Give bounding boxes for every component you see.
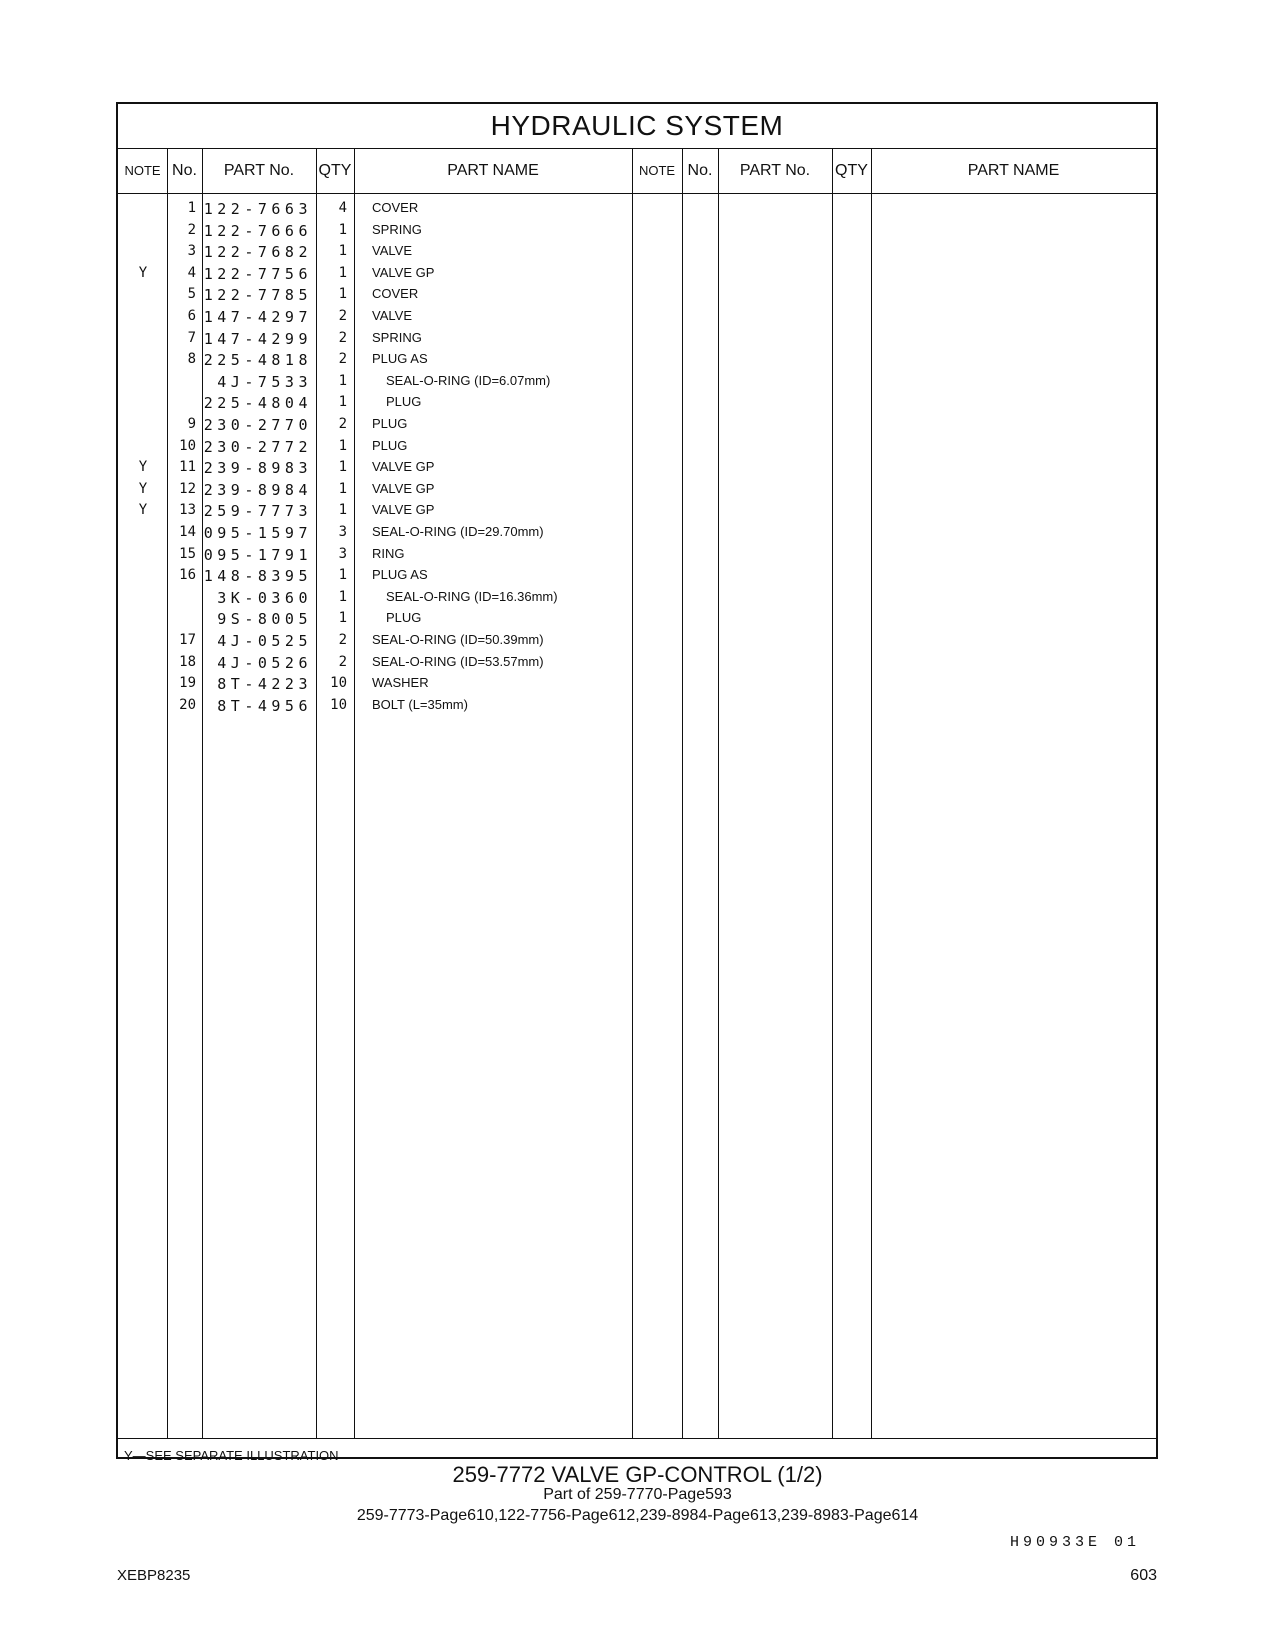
item-number-cell: 18 [179, 653, 196, 670]
part-name-cell: COVER [372, 200, 419, 215]
item-number-cell: 16 [179, 567, 196, 584]
quantity-cell: 1 [338, 394, 347, 411]
part-number-cell: 4J-0525 [217, 632, 312, 650]
part-number-cell: 122-7785 [203, 286, 312, 305]
item-number-cell: 19 [179, 675, 196, 692]
part-name-cell: VALVE GP [372, 264, 435, 280]
table-row [118, 610, 1156, 632]
table-row [118, 394, 1156, 416]
part-name-cell: RING [372, 545, 405, 561]
quantity-cell: 1 [338, 221, 347, 238]
part-number-cell: 147-4297 [203, 308, 312, 326]
document-code: XEBP8235 [117, 1567, 191, 1584]
note-cell: Y [138, 502, 148, 519]
header-no-left: No. [172, 162, 197, 179]
table-row [118, 697, 1156, 719]
quantity-cell: 1 [338, 286, 347, 303]
part-name-cell: SEAL-O-RING (ID=53.57mm) [372, 653, 544, 669]
part-name-cell: COVER [372, 286, 419, 302]
item-number-cell: 8 [187, 351, 196, 368]
table-row [118, 524, 1156, 546]
header-part-no-right: PART No. [739, 162, 811, 179]
table-row [118, 265, 1156, 287]
header-note-left: NOTE [124, 163, 161, 178]
part-name-cell: BOLT (L=35mm) [372, 696, 468, 712]
part-name-cell: VALVE GP [372, 502, 435, 518]
header-part-no-left: PART No. [223, 162, 295, 179]
table-body-bottom-rule [118, 1438, 1156, 1439]
part-number-cell: 4J-0526 [217, 653, 312, 672]
header-qty-left: QTY [318, 162, 352, 179]
part-number-cell: 3K-0360 [217, 588, 312, 607]
page-references: 259-7773-Page610,122-7756-Page612,239-8984-Page613,239-8983-Page614 [356, 1507, 919, 1524]
table-row [118, 416, 1156, 438]
part-number-cell: 122-7663 [203, 200, 312, 218]
item-number-cell: 7 [187, 329, 196, 346]
item-number-cell: 5 [187, 286, 196, 303]
part-name-cell: PLUG [372, 437, 408, 453]
part-name-cell: PLUG AS [372, 351, 428, 367]
note-cell: Y [138, 480, 148, 497]
part-of-reference: Part of 259-7770-Page593 [543, 1486, 732, 1503]
group-title: 259-7772 VALVE GP-CONTROL (1/2) [452, 1462, 823, 1487]
item-number-cell: 9 [187, 416, 196, 432]
quantity-cell: 1 [338, 588, 347, 605]
quantity-cell: 2 [338, 632, 347, 648]
item-number-cell: 20 [179, 696, 196, 713]
quantity-cell: 1 [338, 567, 347, 584]
quantity-cell: 10 [330, 696, 347, 713]
table-row [118, 373, 1156, 395]
quantity-cell: 3 [338, 524, 347, 540]
header-no-right: No. [687, 162, 713, 179]
part-name-cell: SEAL-O-RING (ID=6.07mm) [386, 372, 551, 388]
table-row [118, 546, 1156, 568]
part-number-cell: 259-7773 [203, 502, 312, 521]
illustration-note: Y—SEE SEPARATE ILLUSTRATION [124, 1448, 339, 1463]
part-number-cell: 225-4818 [203, 351, 312, 370]
item-number-cell: 15 [179, 545, 196, 562]
table-row [118, 286, 1156, 308]
part-number-cell: 4J-7533 [217, 372, 312, 391]
item-number-cell: 14 [179, 524, 196, 540]
part-number-cell: 225-4804 [203, 394, 312, 413]
note-cell: Y [138, 459, 148, 476]
quantity-cell: 2 [338, 329, 347, 346]
table-row [118, 502, 1156, 524]
table-row [118, 481, 1156, 503]
quantity-cell: 2 [338, 351, 347, 368]
quantity-cell: 10 [330, 675, 347, 692]
part-number-cell: 230-2772 [203, 437, 312, 456]
page-number: 603 [1130, 1567, 1157, 1584]
quantity-cell: 2 [338, 416, 347, 432]
part-number-cell: 095-1791 [203, 545, 312, 564]
part-number-cell: 230-2770 [203, 416, 312, 434]
header-part-name-left: PART NAME [447, 162, 539, 179]
item-number-cell: 10 [179, 437, 196, 454]
table-header [118, 148, 1156, 194]
table-row [118, 589, 1156, 611]
table-row [118, 200, 1156, 222]
table-row [118, 567, 1156, 589]
part-name-cell: PLUG AS [372, 567, 428, 583]
part-number-cell: 8T-4956 [217, 696, 312, 715]
part-name-cell: SEAL-O-RING (ID=29.70mm) [372, 524, 544, 539]
part-number-cell: 147-4299 [203, 329, 312, 348]
item-number-cell: 6 [187, 308, 196, 324]
table-row [118, 675, 1156, 697]
quantity-cell: 1 [338, 372, 347, 389]
table-row [118, 243, 1156, 265]
part-number-cell: 239-8984 [203, 480, 312, 499]
part-number-cell: 122-7756 [203, 264, 312, 283]
part-name-cell: PLUG [386, 394, 422, 410]
table-row [118, 459, 1156, 481]
part-number-cell: 239-8983 [203, 459, 312, 478]
quantity-cell: 4 [338, 200, 347, 216]
part-name-cell: SPRING [372, 329, 422, 345]
table-row [118, 330, 1156, 352]
part-name-cell: PLUG [386, 610, 422, 626]
item-number-cell: 3 [187, 243, 196, 260]
part-name-cell: SEAL-O-RING (ID=50.39mm) [372, 632, 544, 647]
item-number-cell: 13 [179, 502, 196, 519]
item-number-cell: 4 [187, 264, 196, 281]
quantity-cell: 2 [338, 653, 347, 670]
part-name-cell: WASHER [372, 675, 429, 691]
table-row [118, 222, 1156, 244]
part-name-cell: PLUG [372, 416, 408, 431]
quantity-cell: 1 [338, 437, 347, 454]
item-number-cell: 12 [179, 480, 196, 497]
note-cell: Y [138, 264, 148, 281]
table-row [118, 438, 1156, 460]
section-title: HYDRAULIC SYSTEM [118, 104, 1156, 149]
part-name-cell: VALVE GP [372, 459, 435, 475]
header-qty-right: QTY [835, 162, 868, 179]
part-name-cell: VALVE GP [372, 480, 435, 496]
table-row [118, 308, 1156, 330]
part-name-cell: SPRING [372, 221, 422, 237]
quantity-cell: 2 [338, 308, 347, 324]
quantity-cell: 1 [338, 264, 347, 281]
header-part-name-right: PART NAME [967, 162, 1060, 179]
item-number-cell: 17 [179, 632, 196, 648]
table-row [118, 654, 1156, 676]
item-number-cell: 11 [179, 459, 196, 476]
part-name-cell: VALVE [372, 308, 412, 323]
part-number-cell: 148-8395 [203, 567, 312, 586]
item-number-cell: 1 [187, 200, 196, 216]
table-row [118, 632, 1156, 654]
reference-code: H90933E 01 [1009, 1534, 1140, 1551]
quantity-cell: 1 [338, 502, 347, 519]
item-number-cell: 2 [187, 221, 196, 238]
part-number-cell: 122-7682 [203, 243, 312, 262]
quantity-cell: 3 [338, 545, 347, 562]
table-row [118, 351, 1156, 373]
part-number-cell: 8T-4223 [217, 675, 312, 694]
quantity-cell: 1 [338, 480, 347, 497]
part-name-cell: VALVE [372, 243, 412, 259]
header-note-right: NOTE [638, 163, 676, 178]
quantity-cell: 1 [338, 610, 347, 627]
part-number-cell: 122-7666 [203, 221, 312, 240]
quantity-cell: 1 [338, 459, 347, 476]
part-number-cell: 9S-8005 [217, 610, 312, 629]
part-number-cell: 095-1597 [203, 524, 312, 542]
part-name-cell: SEAL-O-RING (ID=16.36mm) [386, 588, 558, 604]
quantity-cell: 1 [338, 243, 347, 260]
